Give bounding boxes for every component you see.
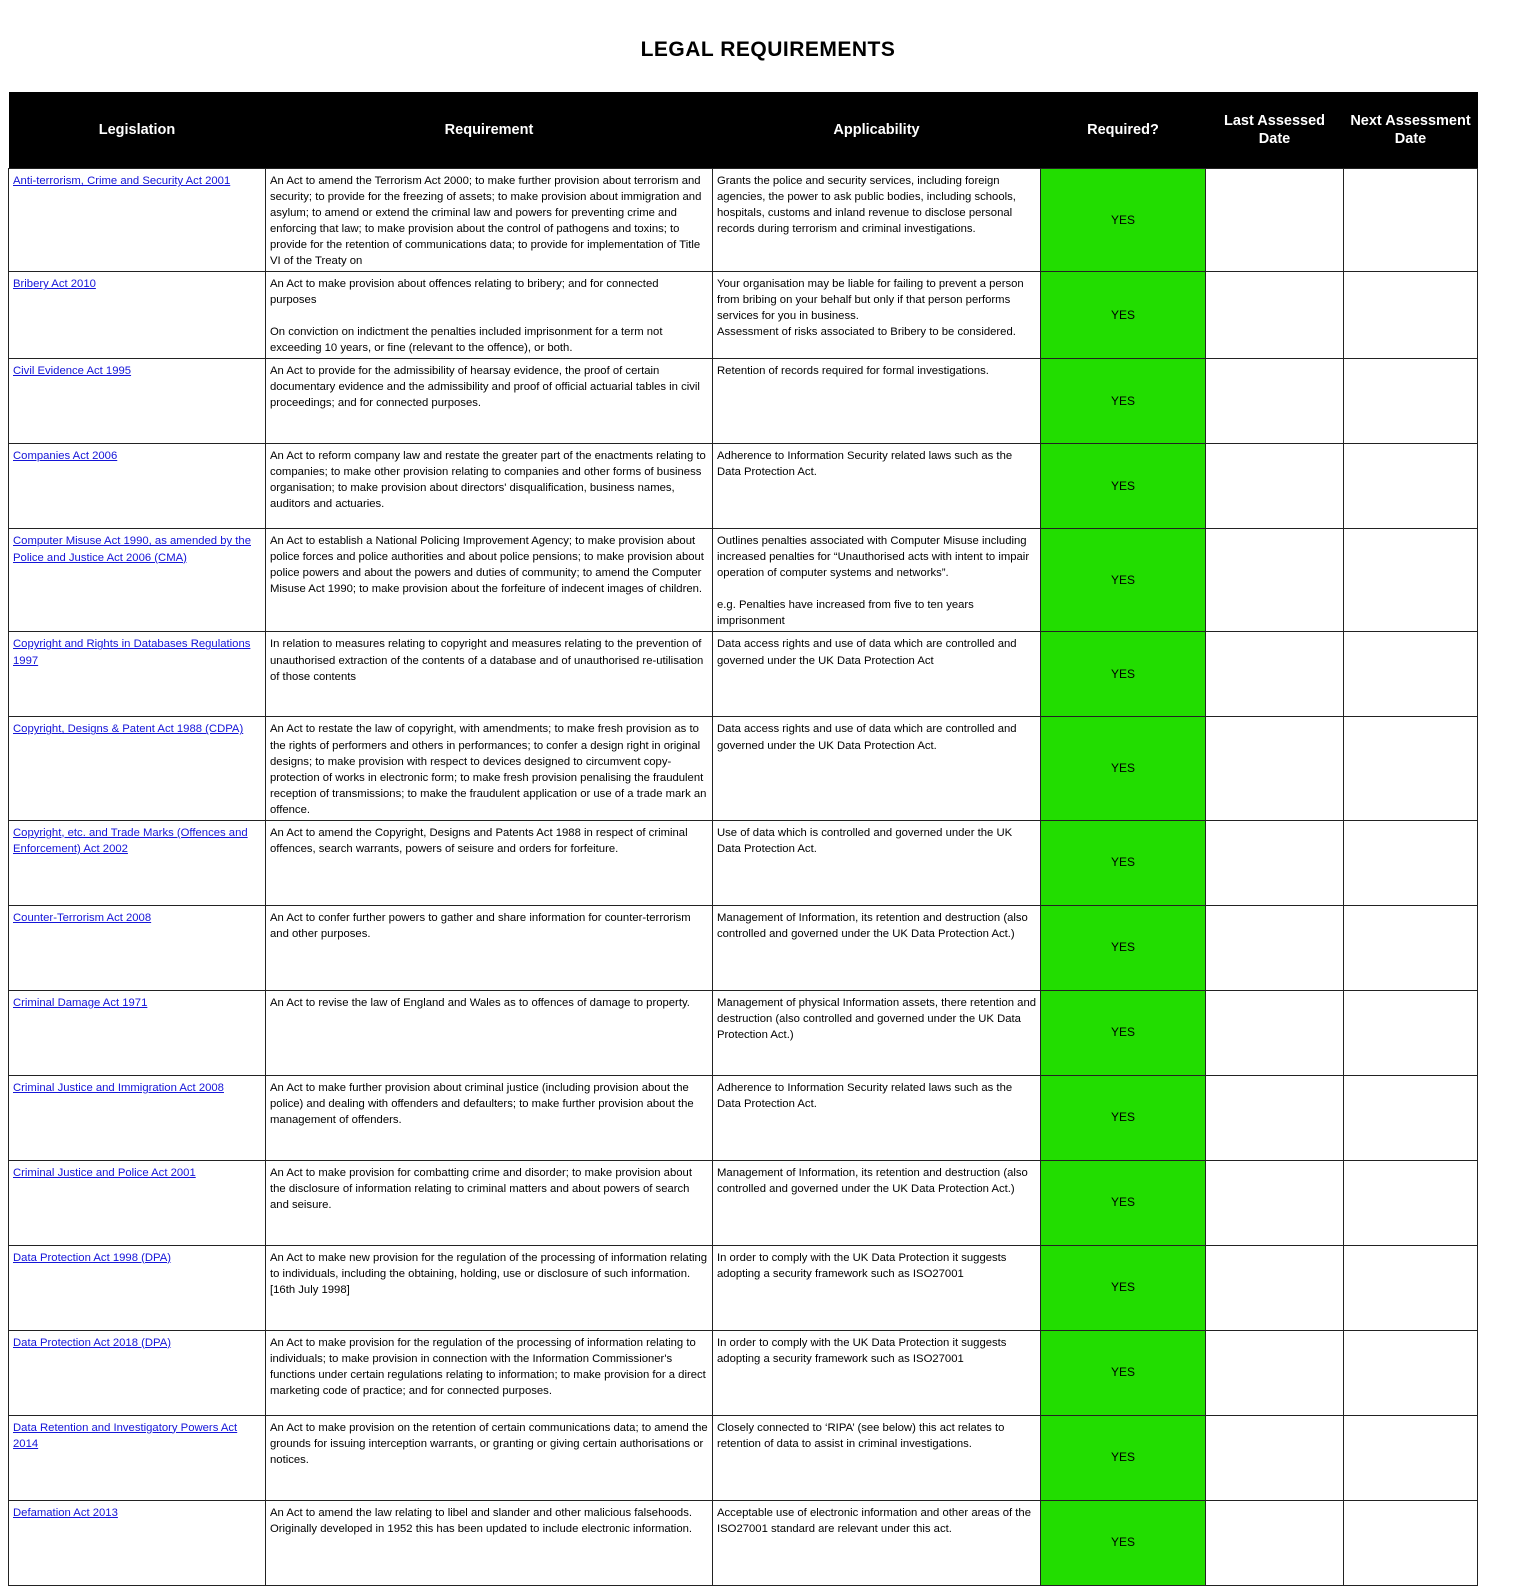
cell-legislation xyxy=(9,990,266,1075)
cell-requirement-text: An Act to make new provision for the regulation of the processing of information relating to individuals, including the obtaining, holding, use or disclosure of such information. [16th July 1998] xyxy=(270,1251,708,1296)
legislation-link[interactable]: Computer Misuse Act 1990, as amended by the Police and Justice Act 2006 (CMA) xyxy=(13,535,251,564)
legislation-link[interactable]: Data Protection Act 1998 (DPA) xyxy=(13,1251,172,1264)
table-row xyxy=(9,717,1478,820)
cell-legislation xyxy=(9,717,266,820)
cell-next-assessment-date[interactable] xyxy=(1344,359,1478,444)
cell-requirement xyxy=(266,1160,713,1245)
required-status-badge: YES xyxy=(1110,212,1135,227)
cell-applicability xyxy=(713,1245,1041,1330)
required-status-badge: YES xyxy=(1110,855,1135,870)
cell-required-status xyxy=(1041,632,1206,717)
cell-last-assessed-date[interactable] xyxy=(1206,359,1344,444)
required-status-badge: YES xyxy=(1110,1280,1135,1295)
cell-requirement xyxy=(266,272,713,359)
cell-requirement-text: An Act to amend the law relating to libel and slander and other malicious falsehoods. Originally developed in 1952 this has been updated to include electronic information. xyxy=(270,1506,693,1535)
legislation-link[interactable]: Data Retention and Investigatory Powers Act 2014 xyxy=(13,1421,238,1451)
cell-requirement xyxy=(266,1075,713,1160)
cell-required-status xyxy=(1041,272,1206,359)
cell-next-assessment-date[interactable] xyxy=(1344,632,1478,717)
legislation-link[interactable]: Criminal Justice and Police Act 2001 xyxy=(13,1166,196,1179)
cell-last-assessed-date[interactable] xyxy=(1206,990,1344,1075)
cell-next-assessment-date[interactable] xyxy=(1344,1415,1478,1500)
cell-applicability-text: Retention of records required for formal investigations. xyxy=(717,365,989,378)
cell-requirement-text-secondary: On conviction on indictment the penalties included imprisonment for a term not exceeding 10 years, or fine (relevant to the offence), or both. xyxy=(270,326,663,355)
column-header-required: Required? xyxy=(1041,92,1206,169)
cell-next-assessment-date[interactable] xyxy=(1344,272,1478,359)
required-status-badge: YES xyxy=(1110,1110,1135,1125)
cell-applicability-text: Closely connected to ‘RIPA’ (see below) this act relates to retention of data to assist in criminal investigations. xyxy=(717,1421,1005,1450)
table-row xyxy=(9,990,1478,1075)
cell-last-assessed-date[interactable] xyxy=(1206,820,1344,905)
table-row xyxy=(9,444,1478,529)
cell-required-status xyxy=(1041,905,1206,990)
required-status-badge: YES xyxy=(1110,478,1135,493)
table-row xyxy=(9,169,1478,272)
cell-requirement-text: An Act to establish a National Policing Improvement Agency; to make provision about police forces and police authorities and about police pensions; to make provision about police powers and about the powers and duties of community; to amend the Computer Misuse Act 1990; to make provision about the forfeiture of indecent images of children. xyxy=(270,535,704,596)
cell-requirement xyxy=(266,1500,713,1585)
cell-applicability-text: Management of Information, its retention and destruction (also controlled and governed under the UK Data Protection Act.) xyxy=(717,911,1028,940)
required-status-badge: YES xyxy=(1110,1365,1135,1380)
cell-applicability-text: Management of physical Information assets, there retention and destruction (also controlled and governed under the UK Data Protection Act.) xyxy=(717,996,1037,1041)
table-row xyxy=(9,905,1478,990)
cell-last-assessed-date[interactable] xyxy=(1206,272,1344,359)
legislation-link[interactable]: Copyright, etc. and Trade Marks (Offences and Enforcement) Act 2002 xyxy=(13,826,248,856)
cell-applicability xyxy=(713,632,1041,717)
required-status-badge: YES xyxy=(1110,572,1135,587)
cell-last-assessed-date[interactable] xyxy=(1206,717,1344,820)
required-status-badge: YES xyxy=(1110,1450,1135,1465)
cell-applicability xyxy=(713,529,1041,632)
cell-legislation xyxy=(9,1330,266,1415)
column-header-legislation: Legislation xyxy=(9,92,266,169)
table-row xyxy=(9,1160,1478,1245)
cell-requirement xyxy=(266,632,713,717)
required-status-badge: YES xyxy=(1110,940,1135,955)
cell-required-status xyxy=(1041,359,1206,444)
cell-next-assessment-date[interactable] xyxy=(1344,1245,1478,1330)
table-row xyxy=(9,1075,1478,1160)
cell-requirement-text: An Act to provide for the admissibility of hearsay evidence, the proof of certain documentary evidence and the admissibility and proof of official actuarial tables in civil proceedings; and for connected purposes. xyxy=(270,365,700,410)
table-row xyxy=(9,272,1478,359)
cell-applicability-text: Grants the police and security services, including foreign agencies, the power to ask public bodies, including schools, hospitals, customs and inland revenue to disclose personal records during terrorism and criminal investigations. xyxy=(717,175,1016,236)
cell-required-status xyxy=(1041,1415,1206,1500)
column-header-last-assessed-date: Last Assessed Date xyxy=(1206,92,1344,169)
cell-legislation xyxy=(9,632,266,717)
required-status-badge: YES xyxy=(1110,666,1135,681)
required-status-badge: YES xyxy=(1110,761,1135,776)
cell-legislation xyxy=(9,444,266,529)
cell-legislation xyxy=(9,820,266,905)
cell-legislation xyxy=(9,1245,266,1330)
cell-next-assessment-date[interactable] xyxy=(1344,169,1478,272)
legislation-link[interactable]: Defamation Act 2013 xyxy=(13,1506,118,1519)
cell-last-assessed-date[interactable] xyxy=(1206,529,1344,632)
cell-required-status xyxy=(1041,529,1206,632)
cell-requirement-text: An Act to reform company law and restate the greater part of the enactments relating to companies; to make other provision relating to companies and other forms of business organisation; to make provision about directors' disqualification, business names, auditors and actuaries. xyxy=(270,450,706,511)
cell-applicability xyxy=(713,1415,1041,1500)
cell-applicability-text: Management of Information, its retention and destruction (also controlled and governed under the UK Data Protection Act.) xyxy=(717,1166,1028,1195)
cell-required-status xyxy=(1041,820,1206,905)
cell-requirement-text: An Act to amend the Terrorism Act 2000; to make further provision about terrorism and security; to provide for the freezing of assets; to make provision about immigration and asylum; to amend or extend the criminal law and powers for preventing crime and enforcing that law; to make provision about the control of pathogens and toxins; to provide for the retention of communications data; to provide for implementation of Title VI of the Treaty on xyxy=(270,175,702,268)
cell-last-assessed-date[interactable] xyxy=(1206,1415,1344,1500)
cell-applicability-text: Use of data which is controlled and governed under the UK Data Protection Act. xyxy=(717,826,1013,855)
table-body xyxy=(9,169,1478,1586)
cell-requirement-text: In relation to measures relating to copyright and measures relating to the prevention of unauthorised extraction of the contents of a database and of unauthorised re-utilisation of those contents xyxy=(270,638,704,683)
cell-applicability xyxy=(713,1160,1041,1245)
cell-next-assessment-date[interactable] xyxy=(1344,1075,1478,1160)
legislation-link[interactable]: Criminal Damage Act 1971 xyxy=(13,996,148,1009)
cell-next-assessment-date[interactable] xyxy=(1344,905,1478,990)
cell-applicability xyxy=(713,717,1041,820)
cell-last-assessed-date[interactable] xyxy=(1206,1330,1344,1415)
cell-applicability-text: Data access rights and use of data which are controlled and governed under the UK Data Protection Act xyxy=(717,638,1017,667)
cell-applicability xyxy=(713,1075,1041,1160)
cell-applicability-text: Data access rights and use of data which are controlled and governed under the UK Data Protection Act. xyxy=(717,723,1017,752)
cell-last-assessed-date[interactable] xyxy=(1206,169,1344,272)
cell-next-assessment-date[interactable] xyxy=(1344,1330,1478,1415)
cell-requirement xyxy=(266,529,713,632)
cell-next-assessment-date[interactable] xyxy=(1344,529,1478,632)
cell-last-assessed-date[interactable] xyxy=(1206,1160,1344,1245)
cell-legislation xyxy=(9,905,266,990)
legal-requirements-table-container xyxy=(8,92,1477,1586)
cell-requirement-text: An Act to make provision for combatting crime and disorder; to make provision about the disclosure of information relating to criminal matters and about powers of search and seisure. xyxy=(270,1166,692,1211)
cell-applicability xyxy=(713,1330,1041,1415)
cell-next-assessment-date[interactable] xyxy=(1344,990,1478,1075)
cell-applicability xyxy=(713,1500,1041,1585)
cell-requirement xyxy=(266,359,713,444)
cell-requirement-text: An Act to revise the law of England and Wales as to offences of damage to property. xyxy=(270,996,690,1009)
cell-required-status xyxy=(1041,990,1206,1075)
cell-requirement-text: An Act to restate the law of copyright, with amendments; to make fresh provision as to the rights of performers and others in performances; to confer a design right in original designs; to make provision with respect to devices designed to circumvent copy-protection of works in electronic form; to make fresh provision penalising the fraudulent reception of transmissions; to make the fraudulent application or use of a trade mark an offence. xyxy=(270,723,707,816)
cell-required-status xyxy=(1041,1330,1206,1415)
cell-last-assessed-date[interactable] xyxy=(1206,632,1344,717)
required-status-badge: YES xyxy=(1110,307,1135,322)
cell-requirement xyxy=(266,169,713,272)
required-status-badge: YES xyxy=(1110,1535,1135,1550)
cell-next-assessment-date[interactable] xyxy=(1344,444,1478,529)
cell-applicability-text: Assessment of risks associated to Bribery to be considered. xyxy=(717,326,1016,339)
cell-required-status xyxy=(1041,1075,1206,1160)
cell-required-status xyxy=(1041,1245,1206,1330)
cell-legislation xyxy=(9,272,266,359)
cell-requirement-text: An Act to make provision for the regulation of the processing of information relating to individuals; to make provision in connection with the Information Commissioner's functions under certain regulations relating to information; to make provision for a direct marketing code of practice; and for connected purposes. xyxy=(270,1336,706,1397)
cell-requirement-text: An Act to confer further powers to gather and share information for counter-terrorism and other purposes. xyxy=(270,911,691,940)
cell-applicability-text: Outlines penalties associated with Computer Misuse including increased penalties for “Unauthorised acts with intent to impair operation of computer systems and networks”. xyxy=(717,535,1030,580)
cell-legislation xyxy=(9,359,266,444)
table-row xyxy=(9,632,1478,717)
cell-applicability-text: Acceptable use of electronic information and other areas of the ISO27001 standard are relevant under this act. xyxy=(717,1506,1031,1535)
cell-last-assessed-date[interactable] xyxy=(1206,1075,1344,1160)
table-row xyxy=(9,1500,1478,1585)
cell-required-status xyxy=(1041,717,1206,820)
cell-applicability-text: Your organisation may be liable for failing to prevent a person from bribing on your behalf but only if that person performs services for you in business. xyxy=(717,278,1024,323)
cell-requirement xyxy=(266,1330,713,1415)
cell-next-assessment-date[interactable] xyxy=(1344,1160,1478,1245)
cell-requirement xyxy=(266,820,713,905)
column-header-applicability: Applicability xyxy=(713,92,1041,169)
cell-applicability xyxy=(713,272,1041,359)
cell-applicability xyxy=(713,820,1041,905)
cell-applicability xyxy=(713,169,1041,272)
cell-applicability-text: Adherence to Information Security related laws such as the Data Protection Act. xyxy=(717,450,1013,479)
table-row xyxy=(9,359,1478,444)
cell-applicability xyxy=(713,444,1041,529)
cell-next-assessment-date[interactable] xyxy=(1344,717,1478,820)
cell-legislation xyxy=(9,1415,266,1500)
cell-applicability xyxy=(713,990,1041,1075)
cell-required-status xyxy=(1041,1500,1206,1585)
cell-next-assessment-date[interactable] xyxy=(1344,820,1478,905)
cell-applicability-text: In order to comply with the UK Data Protection it suggests adopting a security framework such as ISO27001 xyxy=(717,1336,1007,1365)
table-header xyxy=(9,92,1478,169)
required-status-badge: YES xyxy=(1110,393,1135,408)
cell-last-assessed-date[interactable] xyxy=(1206,905,1344,990)
cell-next-assessment-date[interactable] xyxy=(1344,1500,1478,1585)
cell-legislation xyxy=(9,529,266,632)
cell-applicability xyxy=(713,359,1041,444)
cell-requirement xyxy=(266,1415,713,1500)
column-header-requirement: Requirement xyxy=(266,92,713,169)
legislation-link[interactable]: Data Protection Act 2018 (DPA) xyxy=(13,1336,172,1349)
column-header-next-assessment-date: Next Assessment Date xyxy=(1344,92,1478,169)
legislation-link[interactable]: Anti-terrorism, Crime and Security Act 2001 xyxy=(13,175,231,187)
legislation-link[interactable]: Companies Act 2006 xyxy=(13,450,118,463)
table-row xyxy=(9,529,1478,632)
cell-last-assessed-date[interactable] xyxy=(1206,1500,1344,1585)
cell-last-assessed-date[interactable] xyxy=(1206,444,1344,529)
page-title: LEGAL REQUIREMENTS xyxy=(640,38,896,61)
table-row xyxy=(9,820,1478,905)
cell-requirement xyxy=(266,717,713,820)
cell-requirement xyxy=(266,905,713,990)
legislation-link[interactable]: Copyright and Rights in Databases Regulations 1997 xyxy=(13,638,251,667)
legislation-link[interactable]: Counter-Terrorism Act 2008 xyxy=(13,911,152,924)
cell-applicability-text: Adherence to Information Security related laws such as the Data Protection Act. xyxy=(717,1081,1013,1110)
cell-required-status xyxy=(1041,1160,1206,1245)
legal-requirements-table xyxy=(8,92,1478,1586)
legislation-link[interactable]: Criminal Justice and Immigration Act 2008 xyxy=(13,1081,224,1094)
cell-requirement-text: An Act to make further provision about criminal justice (including provision about the police) and dealing with offenders and defaulters; to make further provision about the management of offenders. xyxy=(270,1081,694,1126)
cell-requirement-text: An Act to make provision on the retention of certain communications data; to amend the grounds for issuing interception warrants, or granting or giving certain authorisations or notices. xyxy=(270,1421,708,1466)
cell-legislation xyxy=(9,1160,266,1245)
cell-requirement-text: An Act to make provision about offences relating to bribery; and for connected purposes xyxy=(270,278,659,307)
cell-required-status xyxy=(1041,169,1206,272)
table-header-row xyxy=(9,92,1478,169)
legislation-link[interactable]: Bribery Act 2010 xyxy=(13,278,96,291)
cell-requirement xyxy=(266,1245,713,1330)
required-status-badge: YES xyxy=(1110,1025,1135,1040)
cell-requirement xyxy=(266,444,713,529)
cell-applicability xyxy=(713,905,1041,990)
legislation-link[interactable]: Copyright, Designs & Patent Act 1988 (CDPA) xyxy=(13,723,244,736)
cell-legislation xyxy=(9,1075,266,1160)
cell-requirement xyxy=(266,990,713,1075)
required-status-badge: YES xyxy=(1110,1195,1135,1210)
cell-legislation xyxy=(9,169,266,272)
cell-last-assessed-date[interactable] xyxy=(1206,1245,1344,1330)
cell-requirement-text: An Act to amend the Copyright, Designs and Patents Act 1988 in respect of criminal offences, search warrants, powers of seisure and orders for forfeiture. xyxy=(270,826,688,855)
cell-applicability-text: In order to comply with the UK Data Protection it suggests adopting a security framework such as ISO27001 xyxy=(717,1251,1007,1280)
table-row xyxy=(9,1245,1478,1330)
cell-required-status xyxy=(1041,444,1206,529)
table-row xyxy=(9,1415,1478,1500)
cell-legislation xyxy=(9,1500,266,1585)
table-row xyxy=(9,1330,1478,1415)
cell-applicability-text-secondary: e.g. Penalties have increased from five to ten years imprisonment xyxy=(717,599,974,628)
legislation-link[interactable]: Civil Evidence Act 1995 xyxy=(13,365,132,378)
